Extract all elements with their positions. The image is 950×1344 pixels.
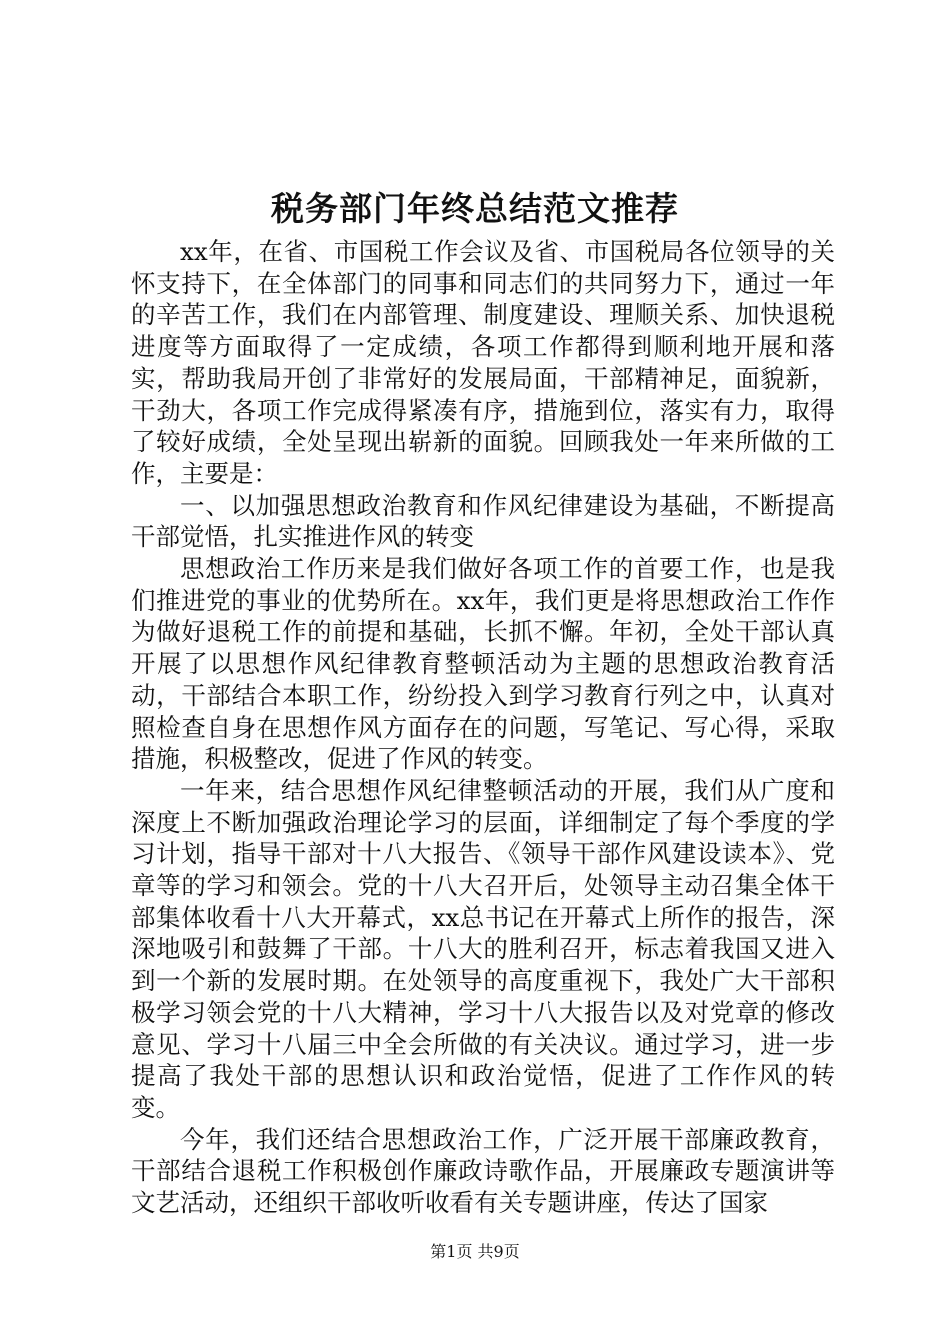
paragraph-intro: xx年，在省、市国税工作会议及省、市国税局各位领导的关怀支持下，在全体部门的同事和同志们的共同努力下，通过一年的辛苦工作，我们在内部管理、制度建设、理顺关系、加快退税进度等方面取得了一定成绩，各项工作都得到顺利地开展和落实，帮助我局开创了非常好的发展局面，干部精神足，面貌新，干劲大，各项工作完成得紧凑有序，措施到位，落实有力，取得了较好成绩，全处呈现出崭新的面貌。回顾我处一年来所做的工作，主要是：: [131, 237, 835, 488]
page-number-footer: 第1页 共9页: [430, 1242, 520, 1261]
paragraph-integrity-education: 今年，我们还结合思想政治工作，广泛开展干部廉政教育，干部结合退税工作积极创作廉政诗歌作品，开展廉政专题演讲等文艺活动，还组织干部收听收看有关专题讲座，传达了国家: [131, 1124, 835, 1218]
document-title: 税务部门年终总结范文推荐: [271, 189, 679, 228]
section-heading-1: 一、以加强思想政治教育和作风纪律建设为基础，不断提高干部觉悟，扎实推进作风的转变: [131, 490, 835, 552]
paragraph-political-work: 思想政治工作历来是我们做好各项工作的首要工作，也是我们推进党的事业的优势所在。xx年，我们更是将思想政治工作作为做好退税工作的前提和基础，长抓不懈。年初，全处干部认真开展了以思想作风纪律教育整顿活动为主题的思想政治教育活动，干部结合本职工作，纷纷投入到学习教育行列之中，认真对照检查自身在思想作风方面存在的问题，写笔记、写心得，采取措施，积极整改，促进了作风的转变。: [131, 554, 835, 774]
document-body: [131, 236, 835, 1219]
paragraph-theory-study: 一年来，结合思想作风纪律整顿活动的开展，我们从广度和深度上不断加强政治理论学习的层面，详细制定了每个季度的学习计划，指导干部对十八大报告、《领导干部作风建设读本》、党章等的学习和领会。党的十八大召开后，处领导主动召集全体干部集体收看十八大开幕式，xx总书记在开幕式上所作的报告，深深地吸引和鼓舞了干部。十八大的胜利召开，标志着我国又进入到一个新的发展时期。在处领导的高度重视下，我处广大干部积极学习领会党的十八大精神，学习十八大报告以及对党章的修改意见、学习十八届三中全会所做的有关决议。通过学习，进一步提高了我处干部的思想认识和政治觉悟，促进了工作作风的转变。: [131, 775, 835, 1122]
